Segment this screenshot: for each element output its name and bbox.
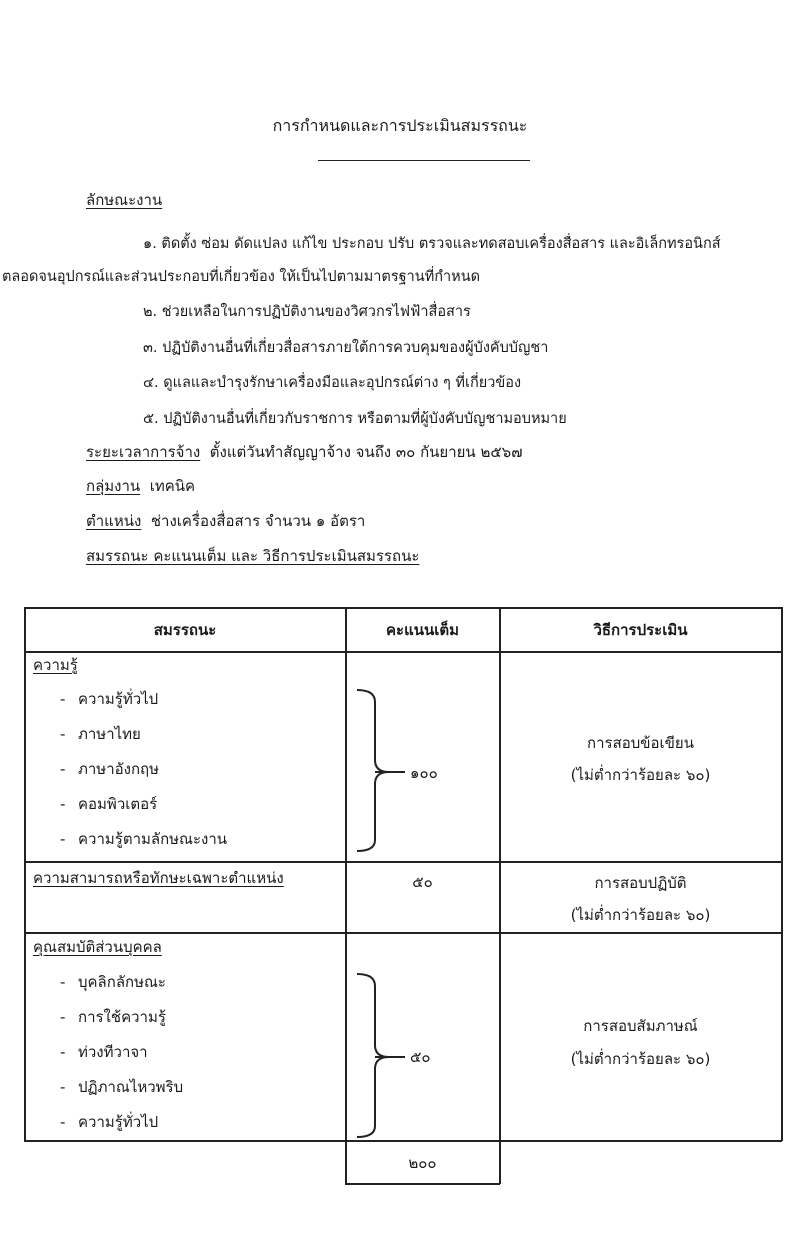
group-knowledge-title: ความรู้	[33, 656, 78, 674]
list-item: - ความรู้ทั่วไป	[60, 690, 159, 708]
list-item: - ปฏิภาณไหวพริบ	[60, 1078, 184, 1096]
job-item-5: ๕. ปฏิบัติงานอื่นที่เกี่ยวกับราชการ หรือตามที่ผู้บังคับบัญชามอบหมาย	[143, 411, 567, 427]
position-value: ช่างเครื่องสื่อสาร จำนวน ๑ อัตรา	[150, 512, 366, 530]
table-row-divider-1	[24, 861, 782, 863]
work-group-label: กลุ่มงาน	[86, 477, 141, 495]
work-group-value: เทคนิค	[149, 477, 196, 495]
criteria-personal: (ไม่ต่ำกว่าร้อยละ ๖๐)	[570, 1050, 711, 1068]
employment-period-label: ระยะเวลาการจ้าง	[86, 443, 201, 461]
total-box-bottom	[345, 1183, 500, 1185]
page-title: การกำหนดและการประเมินสมรรถนะ	[272, 116, 528, 135]
job-description-heading: ลักษณะงาน	[86, 191, 163, 209]
work-group	[86, 476, 195, 496]
job-item-1-line2: ตลอดจนอุปกรณ์และส่วนประกอบที่เกี่ยวข้อง ให้เป็นไปตามมาตรฐานที่กำหนด	[2, 269, 481, 285]
table-border-top	[24, 607, 782, 609]
total-score: ๒๐๐	[408, 1154, 437, 1172]
title-divider	[318, 160, 530, 161]
position	[86, 511, 365, 531]
criteria-skills: (ไม่ต่ำกว่าร้อยละ ๖๐)	[570, 906, 711, 924]
criteria-knowledge: (ไม่ต่ำกว่าร้อยละ ๖๐)	[570, 766, 711, 784]
method-skills: การสอบปฏิบัติ	[594, 874, 687, 892]
list-item: - ความรู้ทั่วไป	[60, 1113, 159, 1131]
score-knowledge: ๑๐๐	[410, 764, 438, 782]
table-header-divider	[24, 651, 782, 653]
group-skills-title: ความสามารถหรือทักษะเฉพาะตำแหน่ง	[33, 869, 284, 887]
job-item-1-line1: ๑. ติดตั้ง ซ่อม ดัดแปลง แก้ไข ประกอบ ปรับ ตรวจและทดสอบเครื่องสื่อสาร และอิเล็กทรอนิกส์	[143, 236, 721, 252]
list-item: - ภาษาอังกฤษ	[60, 760, 160, 778]
list-item: - คอมพิวเตอร์	[60, 795, 158, 813]
table-col-divider-2	[499, 607, 501, 1184]
list-item: - ความรู้ตามลักษณะงาน	[60, 830, 228, 848]
job-item-4: ๔. ดูแลและบำรุงรักษาเครื่องมือและอุปกรณ์ต่าง ๆ ที่เกี่ยวข้อง	[143, 375, 522, 391]
header-full-score: คะแนนเต็ม	[385, 621, 460, 639]
table-border-left	[24, 607, 26, 1141]
score-skills: ๕๐	[412, 873, 433, 891]
group-personal-title: คุณสมบัติส่วนบุคคล	[33, 938, 162, 956]
competency-heading: สมรรถนะ คะแนนเต็ม และ วิธีการประเมินสมรรถนะ	[86, 547, 420, 565]
list-item: - ท่วงทีวาจา	[60, 1043, 148, 1061]
employment-period	[86, 442, 522, 462]
table-border-right	[781, 607, 783, 1141]
method-personal: การสอบสัมภาษณ์	[583, 1017, 698, 1035]
score-personal: ๕๐	[410, 1048, 431, 1066]
table-col-divider-1	[345, 607, 347, 1184]
table-border-bottom	[24, 1140, 782, 1142]
brace-knowledge	[355, 688, 410, 853]
method-knowledge: การสอบข้อเขียน	[587, 734, 694, 752]
job-item-2: ๒. ช่วยเหลือในการปฏิบัติงานของวิศวกรไฟฟ้าสื่อสาร	[143, 304, 471, 320]
job-item-3: ๓. ปฏิบัติงานอื่นที่เกี่ยวสื่อสารภายใต้การควบคุมของผู้บังคับบัญชา	[143, 340, 549, 356]
list-item: - การใช้ความรู้	[60, 1008, 166, 1026]
header-method: วิธีการประเมิน	[593, 621, 688, 639]
list-item: - ภาษาไทย	[60, 725, 141, 743]
header-competency: สมรรถนะ	[153, 621, 217, 639]
list-item: - บุคลิกลักษณะ	[60, 973, 166, 991]
table-row-divider-2	[24, 932, 782, 934]
position-label: ตำแหน่ง	[86, 512, 142, 530]
employment-period-value: ตั้งแต่วันทำสัญญาจ้าง จนถึง ๓๐ กันยายน ๒๕๖๗	[209, 443, 523, 461]
brace-personal	[355, 972, 410, 1140]
